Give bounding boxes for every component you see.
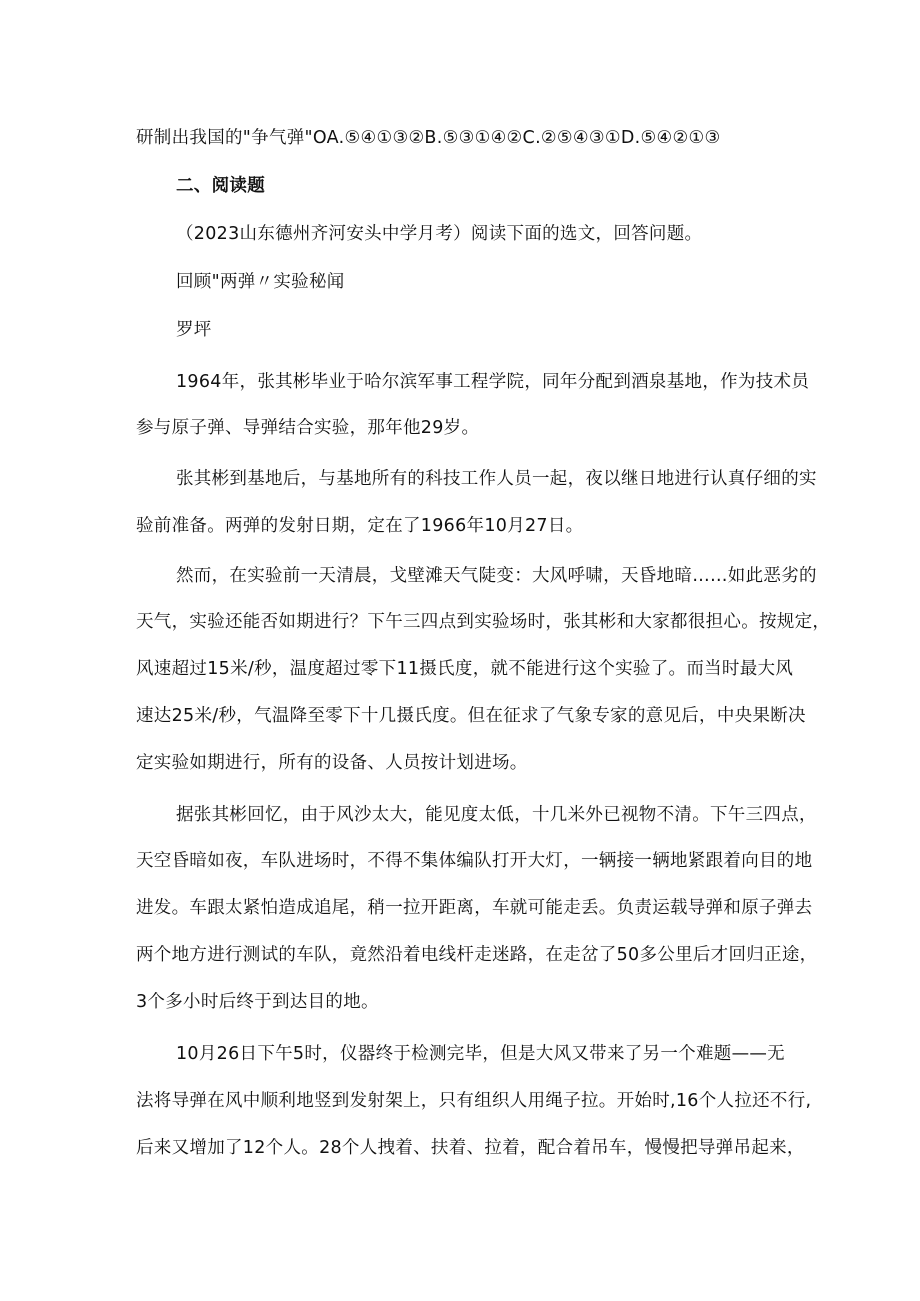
paragraph-3-line-3: 风速超过15米/秒，温度超过零下11摄氏度，就不能进行这个实验了。而当时最大风 (136, 659, 794, 679)
question-instruction: （2023山东德州齐河安头中学月考）阅读下面的选文，回答问题。 (176, 224, 703, 244)
answer-options-line: 研制出我国的"争气弹"OA.⑤④①③②B.⑤③①④②C.②⑤④③①D.⑤④②①③ (136, 128, 721, 148)
paragraph-5-line-2: 法将导弹在风中顺利地竖到发射架上，只有组织人用绳子拉。开始时,16个人拉还不行, (136, 1091, 812, 1111)
article-title: 回顾"两弹〃实验秘闻 (176, 272, 345, 292)
paragraph-5-line-3: 后来又增加了12个人。28个人拽着、扶着、拉着，配合着吊车，慢慢把导弹吊起来， (136, 1138, 805, 1158)
paragraph-1-line-1: 1964年，张其彬毕业于哈尔滨军事工程学院，同年分配到酒泉基地，作为技术员 (176, 372, 810, 392)
paragraph-3-line-4: 速达25米/秒，气温降至零下十几摄氏度。但在征求了气象专家的意见后，中央果断决 (136, 706, 806, 726)
paragraph-4-line-5: 3个多小时后终于到达目的地。 (136, 992, 379, 1012)
paragraph-1-line-2: 参与原子弹、导弹结合实验，那年他29岁。 (136, 418, 480, 438)
paragraph-4-line-1: 据张其彬回忆，由于风沙太大，能见度太低，十几米外已视物不清。下午三四点， (176, 805, 817, 825)
paragraph-3-line-1: 然而，在实验前一天清晨，戈壁滩天气陡变：大风呼啸，天昏地暗……如此恶劣的 (176, 566, 817, 586)
article-author: 罗坪 (176, 320, 212, 340)
paragraph-4-line-4: 两个地方进行测试的车队，竟然沿着电线杆走迷路，在走岔了50多公里后才回归正途， (136, 945, 818, 965)
paragraph-2-line-1: 张其彬到基地后，与基地所有的科技工作人员一起，夜以继日地进行认真仔细的实 (176, 469, 817, 489)
paragraph-2-line-2: 验前准备。两弹的发射日期，定在了1966年10月27日。 (136, 516, 584, 536)
paragraph-4-line-2: 天空昏暗如夜，车队进场时，不得不集体编队打开大灯，一辆接一辆地紧跟着向目的地 (136, 851, 813, 871)
paragraph-3-line-2: 天气，实验还能否如期进行？下午三四点到实验场时，张其彬和大家都很担心。按规定， (136, 612, 831, 632)
section-heading: 二、阅读题 (176, 176, 265, 196)
paragraph-4-line-3: 进发。车跟太紧怕造成追尾，稍一拉开距离，车就可能走丢。负责运载导弹和原子弹去 (136, 898, 813, 918)
paragraph-3-line-5: 定实验如期进行，所有的设备、人员按计划进场。 (136, 753, 528, 773)
paragraph-5-line-1: 10月26日下午5时，仪器终于检测完毕，但是大风又带来了另一个难题——无 (176, 1044, 785, 1064)
